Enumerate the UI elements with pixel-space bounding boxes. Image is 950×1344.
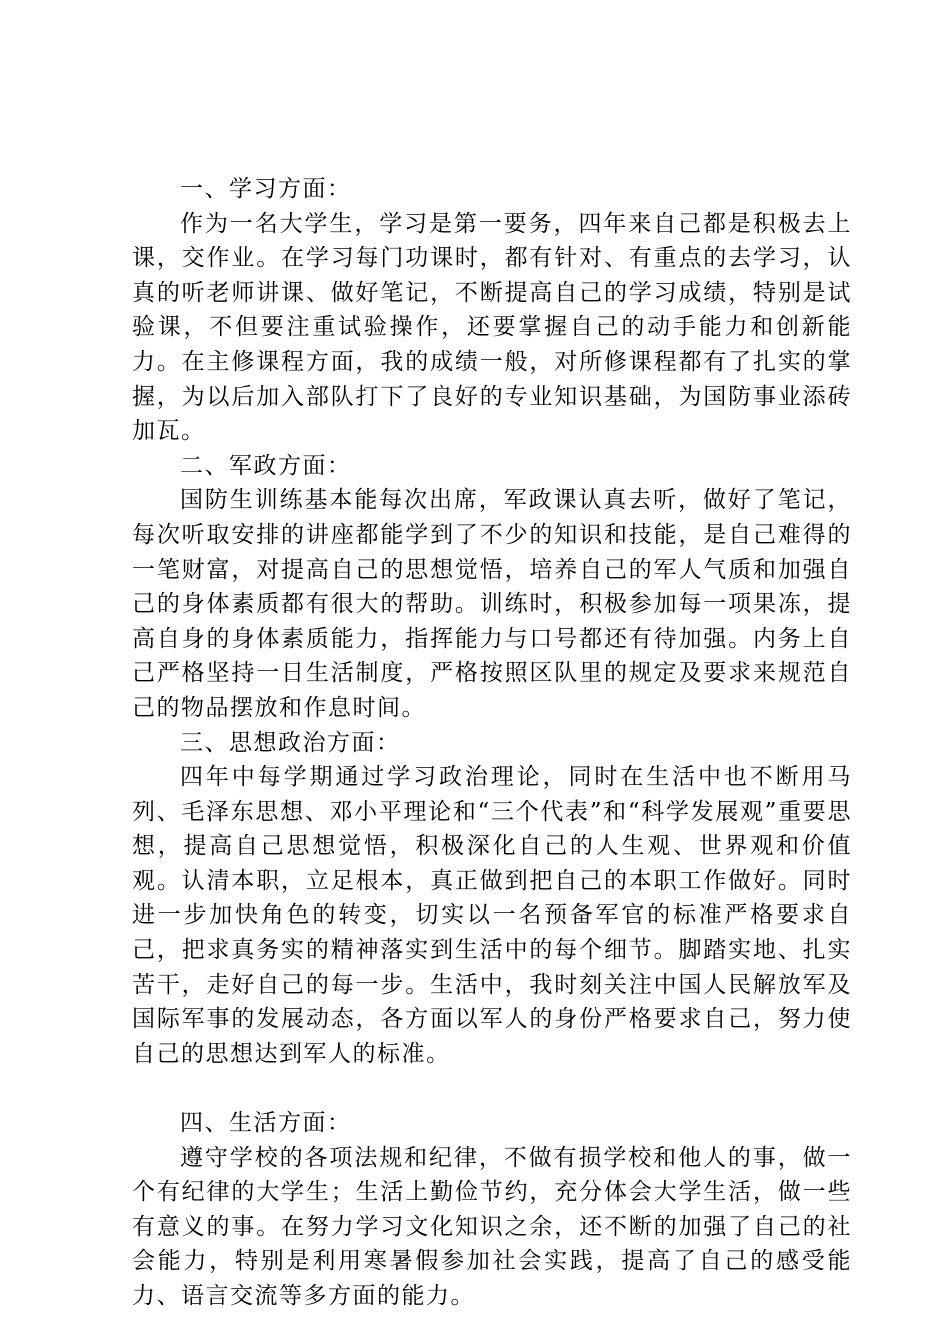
- blank-line: [132, 1071, 852, 1106]
- section-heading-life: 四、生活方面：: [180, 1110, 352, 1137]
- section-body-ideology: 四年中每学期通过学习政治理论，同时在生活中也不断用马列、毛泽东思想、邓小平理论和“三个代表”和“科学发展观”重要思想，提高自己思想觉悟，积极深化自己的人生观、世界观和价值观。认清本职，立足根本，真正做到把自己的本职工作做好。同时进一步加快角色的转变，切实以一名预备军官的标准严格要求自己，把求真务实的精神落实到生活中的每个细节。脚踏实地、扎实苦干，走好自己的每一步。生活中，我时刻关注中国人民解放军及国际军事的发展动态，各方面以军人的身份严格要求自己，努力使自己的思想达到军人的标准。: [132, 764, 852, 1067]
- section-body-study: 作为一名大学生，学习是第一要务，四年来自己都是积极去上课，交作业。在学习每门功课时，都有针对、有重点的去学习，认真的听老师讲课、做好笔记，不断提高自己的学习成绩，特别是试验课，不但要注重试验操作，还要掌握自己的动手能力和创新能力。在主修课程方面，我的成绩一般，对所修课程都有了扎实的掌握，为以后加入部队打下了良好的专业知识基础，为国防事业添砖加瓦。: [132, 210, 852, 445]
- section-heading-ideology: 三、思想政治方面：: [180, 729, 401, 756]
- document-page: [132, 172, 852, 1314]
- section-body-military: 国防生训练基本能每次出席，军政课认真去听，做好了笔记，每次听取安排的讲座都能学到了不少的知识和技能，是自己难得的一笔财富，对提高自己的思想觉悟，培养自己的军人气质和加强自己的身体素质都有很大的帮助。训练时，积极参加每一项果冻，提高自身的身体素质能力，指挥能力与口号都还有待加强。内务上自己严格坚持一日生活制度，严格按照区队里的规定及要求来规范自己的物品摆放和作息时间。: [132, 487, 852, 721]
- section-heading-study: 一、学习方面：: [180, 176, 352, 202]
- section-heading-military: 二、军政方面：: [180, 452, 352, 479]
- section-body-life: 遵守学校的各项法规和纪律，不做有损学校和他人的事，做一个有纪律的大学生；生活上勤俭节约，充分体会大学生活，做一些有意义的事。在努力学习文化知识之余，还不断的加强了自己的社会能力，特别是利用寒暑假参加社会实践，提高了自己的感受能力、语言交流等多方面的能力。: [132, 1144, 852, 1309]
